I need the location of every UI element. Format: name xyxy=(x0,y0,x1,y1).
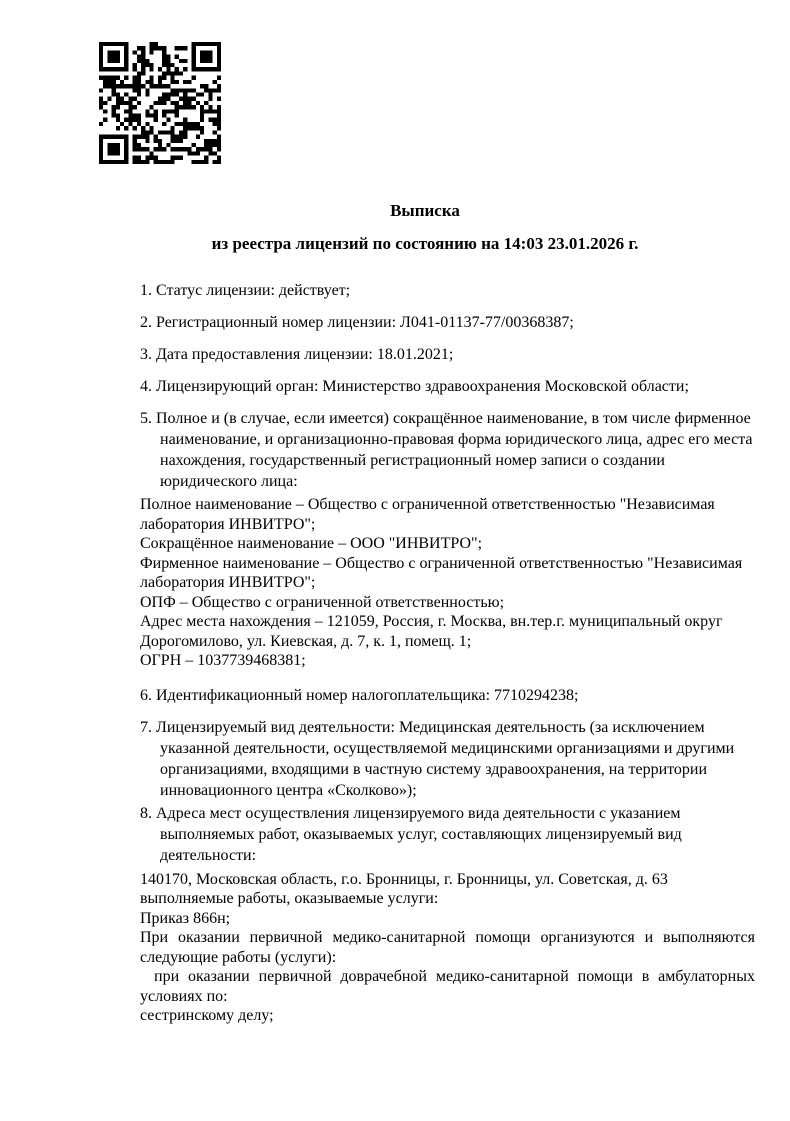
document-body xyxy=(140,280,755,1026)
legal-address-line: Адрес места нахождения – 121059, Россия, г. Москва, вн.тер.г. муниципальный округ Дорогомилово, ул. Киевская, д. 7, к. 1, помещ. 1; xyxy=(140,613,723,650)
document-header xyxy=(97,200,753,266)
nursing-line: сестринскому делу; xyxy=(140,1007,274,1024)
ogrn-line: ОГРН – 1037739468381; xyxy=(140,652,306,669)
work-addresses-block xyxy=(140,870,755,1026)
legal-form-line: ОПФ – Общество с ограниченной ответственностью; xyxy=(140,593,505,611)
work-address-line: 140170, Московская область, г.о. Бронницы, г. Бронницы, ул. Советская, д. 63 xyxy=(140,870,668,888)
document-title: Выписка xyxy=(390,201,460,220)
inn-line: 6. Идентификационный номер налогоплательщика: 7710294238; xyxy=(140,686,579,704)
status-line: 1. Статус лицензии: действует; xyxy=(140,282,351,299)
order-line: Приказ 866н; xyxy=(140,909,231,927)
brand-name-line: Фирменное наименование – Общество с ограниченной ответственностью "Независимая лаборатория ИНВИТРО"; xyxy=(140,554,743,591)
pre-doctor-care-line: при оказании первичной доврачебной медико-санитарной помощи в амбулаторных условиях по: xyxy=(140,968,755,1005)
activity-addresses-heading: 8. Адреса мест осуществления лицензируемого вида деятельности с указанием выполняемых работ, оказываемых услуг, составляющих лицензируемый вид деятельности: xyxy=(140,804,682,864)
primary-care-line: При оказании первичной медико-санитарной помощи организуются и выполняются следующие работы (услуги): xyxy=(140,929,755,966)
full-name-line: Полное наименование – Общество с ограниченной ответственностью "Независимая лаборатория ИНВИТРО"; xyxy=(140,496,715,533)
grant-date-line: 3. Дата предоставления лицензии: 18.01.2021; xyxy=(140,346,454,363)
activity-type-line: 7. Лицензируемый вид деятельности: Медицинская деятельность (за исключением указанной деятельности, осуществляемой медицинскими организациями и другими организациями, входящими в частную систему здравоохранения, на территории инновационного центра «Сколково»); xyxy=(140,718,735,799)
licensing-authority-line: 4. Лицензирующий орган: Министерство здравоохранения Московской области; xyxy=(140,378,689,395)
short-name-line: Сокращённое наименование – ООО "ИНВИТРО"; xyxy=(140,535,483,552)
org-info-heading: 5. Полное и (в случае, если имеется) сокращённое наименование, в том числе фирменное наименование, и организационно-правовая форма юридического лица, адрес его места нахождения, государственный регистрационный номер записи о создании юридического лица: xyxy=(140,410,753,490)
document-subtitle: из реестра лицензий по состоянию на 14:03 23.01.2026 г. xyxy=(211,234,639,253)
organization-block xyxy=(140,495,755,671)
works-intro-line: выполняемые работы, оказываемые услуги: xyxy=(140,890,439,907)
registration-number-line: 2. Регистрационный номер лицензии: Л041-01137-77/00368387; xyxy=(140,314,574,331)
qr-code-icon xyxy=(99,42,221,164)
